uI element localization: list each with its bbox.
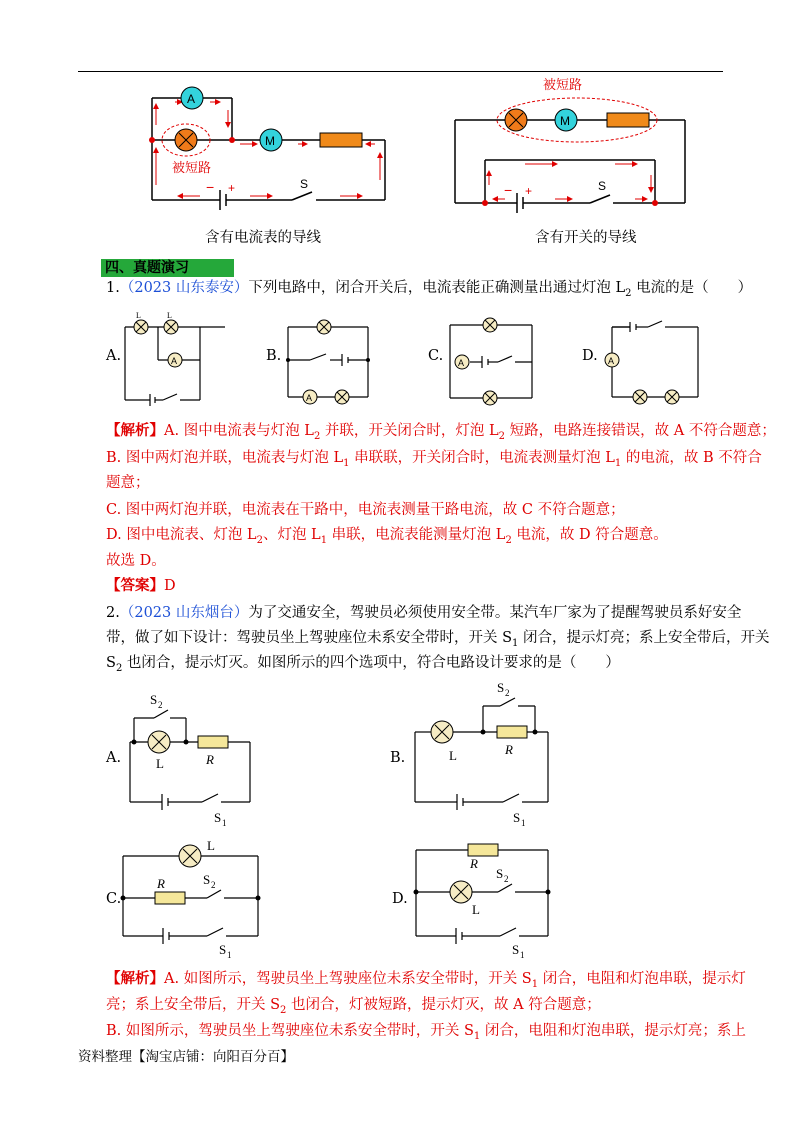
q1-analysis-c: C. 图中两灯泡并联，电流表在干路中，电流表测量干路电流，故 C 不符合题意； [106, 502, 625, 518]
q1-option-c: C. [428, 348, 444, 364]
q2c-l: L [207, 838, 215, 853]
opt-a-l2: L [167, 311, 172, 320]
q1-circuit-b [280, 312, 380, 412]
q2-option-a: A. [106, 750, 122, 766]
q2c-s1-sub: 1 [227, 950, 232, 960]
q2-option-d: D. [392, 891, 408, 907]
q1-option-b: B. [266, 348, 282, 364]
q2b-l: L [449, 748, 457, 763]
q1-analysis-b: B. 图中两灯泡并联，电流表与灯泡 $L_1$ 串联联，开关闭合时，电流表测量灯泡 $L_1$ 的电流，故 B 不符合 [106, 450, 762, 469]
left-figure-caption: 含有电流表的导线 [205, 230, 321, 246]
q2a-r: R [206, 752, 214, 767]
q2-stem-3: $S_2$ 也闭合，提示灯灭。如图所示的四个选项中，符合电路设计要求的是（ ） [106, 655, 620, 674]
q2-analysis-a2: 亮；系上安全带后，开关 $S_2$ 也闭合，灯被短路，提示灯灭，故 A 符合题意； [106, 997, 601, 1016]
q2c-s2: S [203, 872, 211, 887]
q1-analysis-a: 【解析】A. 图中电流表与灯泡 $L_2$ 并联，开关闭合时，灯泡 $L_2$ 短路，电路连接错误，故 A 不符合题意； [106, 422, 776, 442]
q2-option-b: B. [390, 750, 406, 766]
short-circuit-label-2: 被短路 [543, 78, 583, 93]
battery-plus-2: + [525, 184, 533, 198]
q2-circuit-b [405, 678, 565, 828]
q2d-l: L [472, 902, 480, 917]
switch-short-circuit-figure [445, 75, 705, 215]
q1-analysis-b2: 题意； [106, 475, 150, 491]
q2-circuit-c [115, 838, 275, 958]
q2d-s2-sub: 2 [504, 874, 509, 884]
q1-analysis-d: D. 图中电流表、灯泡 $L_2$、灯泡 $L_1$ 串联，电流表能测量灯泡 $L_2$ 电流，故 D 符合题意。 [106, 527, 668, 546]
switch-label: S [300, 177, 309, 191]
footer: 资料整理【淘宝店铺：向阳百分百】 [78, 1049, 294, 1065]
q2-analysis-b1: B. 如图所示，驾驶员坐上驾驶座位未系安全带时，开关 $S_1$ 闭合，电阻和灯泡串联，提示灯亮；系上 [106, 1023, 746, 1042]
q1-answer: 【答案】D [106, 577, 176, 594]
q1-option-d: D. [582, 348, 598, 364]
header-rule [78, 71, 723, 72]
q2b-s2: S [497, 680, 505, 695]
q2a-s1-sub: 1 [222, 818, 227, 828]
battery-minus: − [206, 179, 215, 195]
ammeter-c-label: A [458, 358, 465, 368]
section-title: 四、真题演习 [101, 259, 234, 277]
q2a-s1: S [214, 810, 222, 825]
q2c-s2-sub: 2 [211, 880, 216, 890]
q2d-s1: S [512, 942, 520, 957]
q2b-s1-sub: 1 [521, 818, 526, 828]
q2-circuit-d [408, 836, 568, 960]
q2d-s1-sub: 1 [520, 950, 525, 960]
battery-plus: + [228, 181, 236, 195]
ammeter-short-circuit-figure [140, 80, 400, 225]
opt-a-l1: L [136, 311, 141, 320]
q2a-s2-sub: 2 [158, 700, 163, 710]
q2b-s2-sub: 2 [505, 688, 510, 698]
q1-choose: 故选 D。 [106, 553, 166, 569]
q2a-l: L [156, 756, 164, 771]
motor-label-2: M [560, 114, 570, 128]
q2b-s1: S [513, 810, 521, 825]
motor-label: M [265, 134, 275, 148]
ammeter-b-label: A [306, 393, 313, 403]
q2-stem-2: 带，做了如下设计：驾驶员坐上驾驶座位未系安全带时，开关 $S_1$ 闭合，提示灯亮；系上安全带后，开关 [106, 630, 770, 649]
q2-circuit-a [120, 690, 270, 830]
q2-analysis-a1: 【解析】A. 如图所示，驾驶员坐上驾驶座位未系安全带时，开关 $S_1$ 闭合，电阻和灯泡串联，提示灯 [106, 970, 746, 990]
q1-stem: 1.（2023 山东泰安）下列电路中，闭合开关后，电流表能正确测量出通过灯泡 $L_2$ 电流的是（ ） [106, 280, 753, 299]
q2b-r: R [505, 742, 513, 757]
q2a-s2: S [150, 692, 158, 707]
q1-circuit-c [440, 310, 540, 410]
q2-option-c: C. [106, 891, 122, 907]
q2d-r: R [470, 856, 478, 871]
q1-option-a: A. [106, 348, 122, 364]
ammeter-a-label: A [171, 356, 178, 366]
ammeter-label: A [187, 92, 196, 106]
q2d-s2: S [496, 866, 504, 881]
right-figure-caption: 含有开关的导线 [535, 230, 637, 246]
q1-circuit-d [600, 312, 710, 412]
q2-stem-1: 2.（2023 山东烟台）为了交通安全，驾驶员必须使用安全带。某汽车厂家为了提醒驾驶员系好安全 [106, 605, 742, 621]
ammeter-d-label: A [608, 356, 615, 366]
q2c-s1: S [219, 942, 227, 957]
q2c-r: R [157, 876, 165, 891]
q1-circuit-a [105, 312, 215, 412]
short-circuit-label: 被短路 [172, 161, 212, 176]
battery-minus-2: − [504, 182, 513, 198]
switch-label-2: S [598, 179, 607, 193]
